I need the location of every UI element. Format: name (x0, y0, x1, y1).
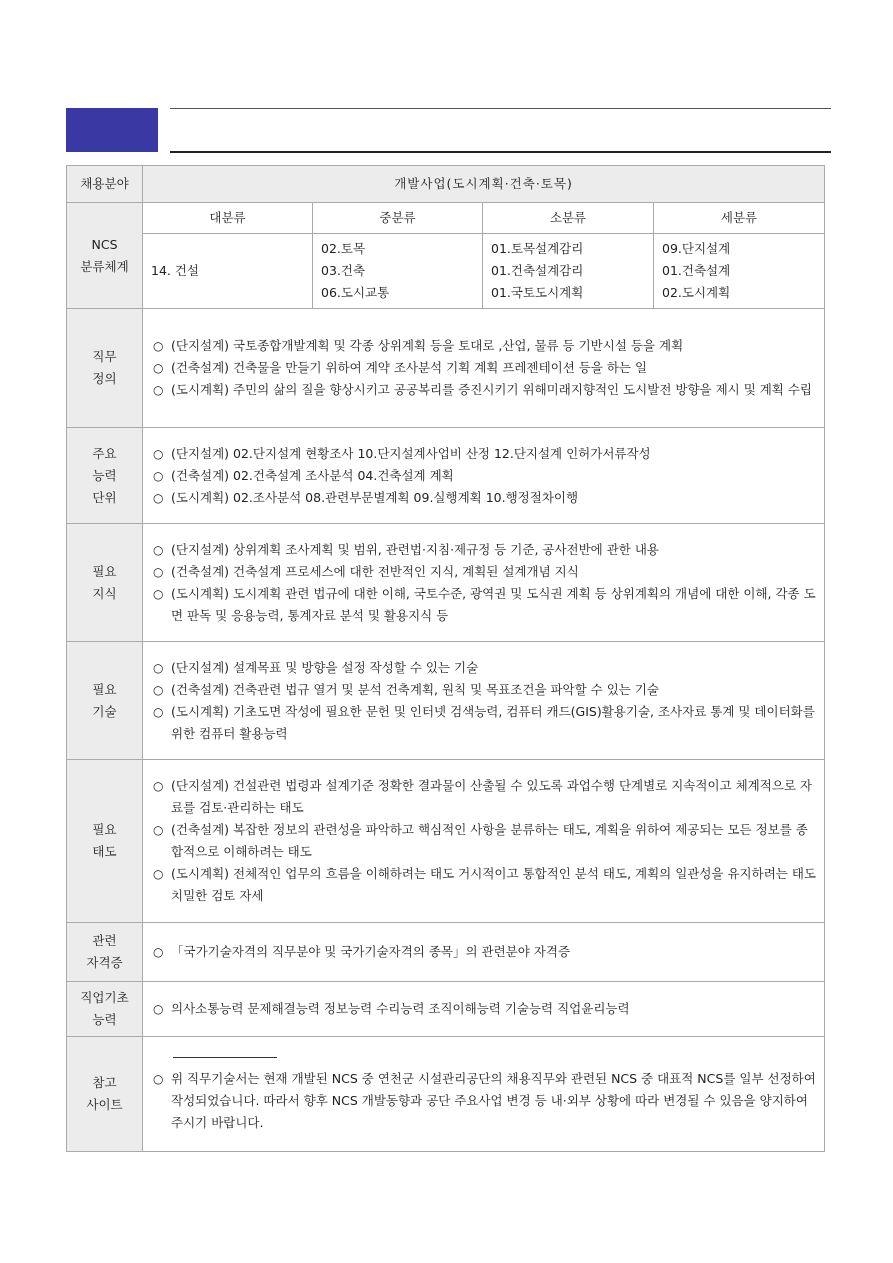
unit-text: (단지설계) 02.단지설계 현황조사 10.단지설계사업비 산정 12.단지설계 인허가서류작성 (171, 445, 651, 461)
knowledge-content (143, 524, 825, 642)
label-certificate-line2: 자격증 (86, 955, 123, 970)
row-field (67, 166, 825, 203)
ncs-minor-item: 01.토목설계감리 (491, 241, 584, 256)
label-skills-line2: 기술 (92, 703, 117, 719)
bullet-icon: ○ (153, 564, 164, 579)
page-title: 개발사업(도시계획·건축·토목) (143, 166, 825, 203)
ncs-detail-item: 02.도시계획 (662, 285, 731, 300)
knowledge-text: (도시계획) 도시계획 관련 법규에 대한 이해, 국토수준, 광역권 및 도식권 계획 등 상위계획의 개념에 대한 이해, 각종 도면 판독 및 응용능력, 통계자료 분석 및 활용지식 등 (171, 585, 816, 623)
row-reference (67, 1037, 825, 1152)
header-rule-bottom (170, 151, 831, 153)
bullet-icon: ○ (153, 586, 164, 601)
label-duty-line1: 직무 (92, 349, 117, 364)
basic-item (153, 998, 816, 1020)
unit-text: (건축설계) 02.건축설계 조사분석 04.건축설계 계획 (171, 467, 454, 483)
label-reference (67, 1037, 143, 1152)
skill-text: (건축설계) 건축관련 법규 열거 및 분석 건축계획, 원칙 및 목표조건을 파악할 수 있는 기술 (171, 681, 660, 697)
reference-item (153, 1068, 816, 1134)
row-ncs-headers (67, 203, 825, 234)
ncs-header-minor: 소분류 (483, 203, 654, 234)
knowledge-item (153, 561, 816, 583)
header-rule-top (170, 108, 831, 109)
attitude-text: (도시계획) 전체적인 업무의 흐름을 이해하려는 태도 거시적이고 통합적인 분석 태도, 계획의 일관성을 유지하려는 태도 치밀한 검토 자세 (171, 866, 816, 903)
unit-text: (도시계획) 02.조사분석 08.관련부문별계획 09.실행계획 10.행정절차이행 (171, 489, 579, 505)
bullet-icon: ○ (153, 542, 164, 557)
label-knowledge-line2: 지식 (92, 585, 117, 601)
bullet-icon: ○ (153, 704, 164, 719)
skill-item (153, 679, 816, 701)
ncs-middle (313, 234, 483, 309)
duty-item (153, 357, 816, 379)
label-ncs (67, 203, 143, 309)
bullet-icon: ○ (153, 468, 164, 483)
duty-item (153, 335, 816, 357)
label-skills (67, 642, 143, 760)
label-attitudes (67, 760, 143, 923)
certificate-item (153, 941, 816, 963)
ncs-middle-item: 03.건축 (321, 263, 366, 278)
label-attitudes-line2: 태도 (92, 844, 117, 859)
label-ncs-line1: NCS (91, 236, 118, 252)
label-certificate-line1: 관련 (92, 933, 117, 948)
knowledge-item (153, 583, 816, 627)
duty-item (153, 379, 816, 401)
row-attitudes (67, 760, 825, 923)
label-knowledge-line1: 필요 (92, 563, 117, 579)
bullet-icon: ○ (153, 446, 164, 461)
label-certificate (67, 923, 143, 982)
bullet-icon: ○ (153, 867, 164, 881)
ncs-header-detail: 세분류 (654, 203, 825, 234)
bullet-icon: ○ (153, 1071, 164, 1086)
duty-content (143, 309, 825, 428)
attitudes-content (143, 760, 825, 923)
row-basic (67, 982, 825, 1037)
skill-text: (단지설계) 설계목표 및 방향을 설정 작성할 수 있는 기술 (171, 659, 479, 675)
row-units (67, 428, 825, 524)
bullet-icon: ○ (153, 660, 164, 675)
label-basic-line2: 능력 (92, 1012, 117, 1027)
bullet-icon: ○ (153, 682, 164, 697)
label-ncs-line2: 분류체계 (80, 258, 129, 274)
units-content (143, 428, 825, 524)
label-basic (67, 982, 143, 1037)
label-units-line2: 능력 (92, 467, 117, 483)
skill-item (153, 701, 816, 745)
ncs-detail (654, 234, 825, 309)
bullet-icon: ○ (153, 945, 164, 959)
ncs-minor (483, 234, 654, 309)
ncs-header-major: 대분류 (143, 203, 313, 234)
reference-text: 위 직무기술서는 현재 개발된 NCS 중 연천군 시설관리공단의 채용직무와 관련된 NCS 중 대표적 NCS를 일부 선정하여 작성되었습니다. 따라서 향후 NCS 개발동향과 공단 주요사업 변경 등 내·외부 상황에 따라 변경될 수 있음을 양지하여 주시기 바랍니다. (171, 1070, 816, 1130)
certificate-content (143, 923, 825, 982)
row-certificate (67, 923, 825, 982)
bullet-icon: ○ (153, 490, 164, 505)
ncs-header-middle: 중분류 (313, 203, 483, 234)
ncs-minor-item: 01.건축설계감리 (491, 263, 584, 278)
unit-item (153, 487, 816, 509)
duty-text: (건축설계) 건축물을 만들기 위하여 계약 조사분석 기획 계획 프레젠테이션 등을 하는 일 (171, 360, 648, 375)
bullet-icon: ○ (153, 779, 164, 793)
reference-content (143, 1037, 825, 1152)
bullet-icon: ○ (153, 383, 164, 397)
label-basic-line1: 직업기초 (80, 990, 129, 1005)
label-knowledge (67, 524, 143, 642)
label-duty (67, 309, 143, 428)
header-blue-block (66, 108, 158, 152)
row-duty (67, 309, 825, 428)
attitude-text: (단지설계) 건설관련 법령과 설계기준 정확한 결과물이 산출될 수 있도록 과업수행 단계별로 지속적이고 체계적으로 자료를 검토·관리하는 태도 (171, 778, 813, 815)
duty-text: (도시계획) 주민의 삶의 질을 향상시키고 공공복리를 증진시키기 위해미래지향적인 도시발전 방향을 제시 및 계획 수립 (171, 382, 813, 397)
ncs-detail-item: 09.단지설계 (662, 241, 731, 256)
label-units-line1: 주요 (92, 445, 117, 461)
attitude-text: (건축설계) 복잡한 정보의 관련성을 파악하고 핵심적인 사항을 분류하는 태도, 계획을 위하여 제공되는 모든 정보를 종합적으로 이해하려는 태도 (171, 822, 808, 859)
footnote-divider (173, 1057, 277, 1058)
label-skills-line1: 필요 (92, 681, 117, 697)
knowledge-item (153, 539, 816, 561)
attitude-item (153, 775, 816, 819)
row-knowledge (67, 524, 825, 642)
ncs-minor-item: 01.국토도시계획 (491, 285, 584, 300)
label-reference-line2: 사이트 (86, 1097, 123, 1112)
skill-text: (도시계획) 기초도면 작성에 필요한 문헌 및 인터넷 검색능력, 컴퓨터 캐드(GIS)활용기술, 조사자료 통계 및 데이터화를 위한 컴퓨터 활용능력 (171, 703, 815, 741)
bullet-icon: ○ (153, 1002, 164, 1016)
skill-item (153, 657, 816, 679)
label-attitudes-line1: 필요 (92, 822, 117, 837)
label-units-line3: 단위 (92, 489, 117, 505)
unit-item (153, 443, 816, 465)
certificate-text: 「국가기술자격의 직무분야 및 국가기술자격의 종목」의 관련분야 자격증 (171, 944, 571, 959)
bullet-icon: ○ (153, 823, 164, 837)
job-description-table (66, 165, 825, 1152)
row-ncs-codes (67, 234, 825, 309)
unit-item (153, 465, 816, 487)
basic-content (143, 982, 825, 1037)
bullet-icon: ○ (153, 361, 164, 375)
bullet-icon: ○ (153, 339, 164, 353)
ncs-detail-item: 01.건축설계 (662, 263, 731, 278)
attitude-item (153, 819, 816, 863)
skills-content (143, 642, 825, 760)
ncs-major: 14. 건설 (143, 234, 313, 309)
basic-text: 의사소통능력 문제해결능력 정보능력 수리능력 조직이해능력 기술능력 직업윤리능력 (171, 1001, 630, 1016)
label-reference-line1: 참고 (92, 1075, 117, 1090)
label-field: 채용분야 (67, 166, 143, 203)
duty-text: (단지설계) 국토종합개발계획 및 각종 상위계획 등을 토대로 ,산업, 물류 등 기반시설 등을 계획 (171, 338, 684, 353)
ncs-middle-item: 02.토목 (321, 241, 366, 256)
row-skills (67, 642, 825, 760)
knowledge-text: (건축설계) 건축설계 프로세스에 대한 전반적인 지식, 계획된 설계개념 지식 (171, 563, 579, 579)
knowledge-text: (단지설계) 상위계획 조사계획 및 범위, 관련법·지침·제규정 등 기준, 공사전반에 관한 내용 (171, 541, 660, 557)
label-units (67, 428, 143, 524)
ncs-middle-item: 06.도시교통 (321, 285, 390, 300)
label-duty-line2: 정의 (92, 371, 117, 386)
attitude-item (153, 863, 816, 907)
